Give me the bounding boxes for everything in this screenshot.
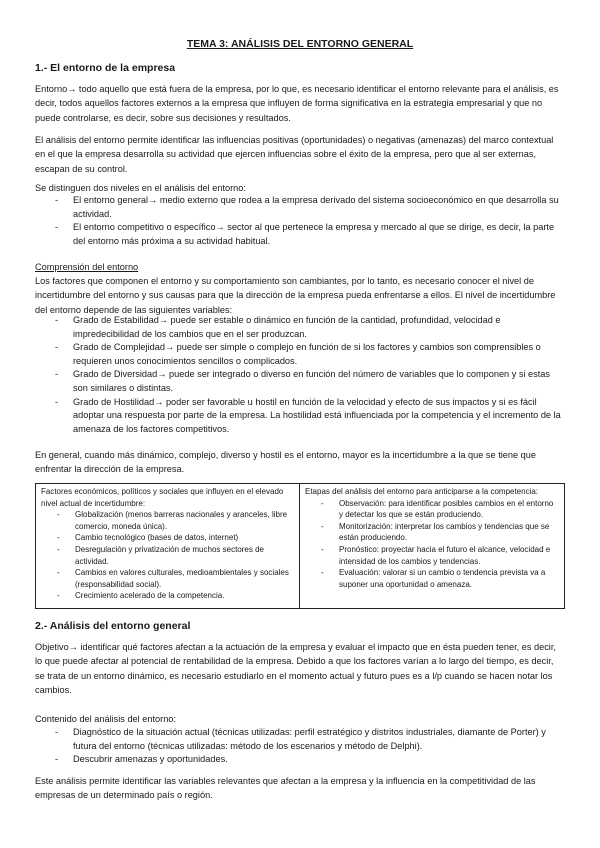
stages-list bbox=[305, 498, 559, 591]
list-item: - Observación: para identificar posibles cambios en el entorno y detectar los que se están produciendo. bbox=[305, 498, 559, 521]
paragraph-general: En general, cuando más dinámico, complejo, diverso y hostil es el entorno, mayor es la incertidumbre a la que se tiene que enfrentar la dirección de la empresa. bbox=[35, 450, 536, 475]
list-item: - Crecimiento acelerado de la competencia. bbox=[41, 590, 294, 602]
paragraph-analisis: El análisis del entorno permite identificar las influencias positivas (oportunidades) o negativas (amenazas) del marco contextual en el que la empresa desarrolla su actividad que ejercen influencias sobre el éxito de la empresa, pero que al ser externas, escapan de su control. bbox=[35, 135, 554, 174]
table-right-header: Etapas del análisis del entorno para anticiparse a la competencia: bbox=[305, 487, 539, 496]
list-item: - Pronóstico: proyectar hacia el futuro el alcance, velocidad e intensidad de los cambios y tendencias. bbox=[305, 544, 559, 567]
section-1-heading: 1.- El entorno de la empresa bbox=[35, 62, 176, 74]
list-item: - El entorno competitivo o específico→ sector al que pertenece la empresa y mercado al que se dirige, es decir, la parte del entorno más próxima a su actividad habitual. bbox=[35, 221, 565, 248]
list-item: - Evaluación: valorar si un cambio o tendencia prevista va a suponer una oportunidad o amenaza. bbox=[305, 567, 559, 590]
paragraph-entorno: Entorno→ todo aquello que está fuera de la empresa, por lo que, es necesario identificar el entorno relevante para el análisis, es decir, todos aquellos factores externos a la empresa que influyen de forma significativa en la estrategia empresarial y que no puede controlarse, es decir, sobre sus decisiones y resultados. bbox=[35, 84, 559, 123]
comprension-heading: Comprensión del entorno bbox=[35, 262, 139, 272]
list-item: - Grado de Estabilidad→ puede ser estable o dinámico en función de la cantidad, profundidad, velocidad e impredecibilidad de los cambios que en el ser produzcan. bbox=[35, 314, 565, 341]
variables-list bbox=[35, 314, 565, 436]
list-item: - Cambio tecnológico (bases de datos, internet) bbox=[41, 532, 294, 544]
list-item: - Globalización (menos barreras nacionales y aranceles, libre comercio, moneda única). bbox=[41, 509, 294, 532]
page-title: TEMA 3: ANÁLISIS DEL ENTORNO GENERAL bbox=[186, 38, 414, 50]
factors-list bbox=[41, 509, 294, 602]
paragraph-niveles: Se distinguen dos niveles en el análisis del entorno: bbox=[35, 183, 246, 193]
list-item: - Desregulación y privatización de muchos sectores de actividad. bbox=[41, 544, 294, 567]
paragraph-conclusion: Este análisis permite identificar las variables relevantes que afectan a la empresa y la influencia en la competitividad de las empresas de un determinado país o región. bbox=[35, 776, 536, 801]
levels-list bbox=[35, 194, 565, 248]
list-item: - Grado de Diversidad→ puede ser integrado o diverso en función del número de variables que lo componen y si estas son similares o distintas. bbox=[35, 368, 565, 395]
list-item: - El entorno general→ medio externo que rodea a la empresa derivado del sistema socioeconómico en que desarrolla su actividad. bbox=[35, 194, 565, 221]
list-item: - Monitorización: interpretar los cambios y tendencias que se están produciendo. bbox=[305, 521, 559, 544]
section-2-heading: 2.- Análisis del entorno general bbox=[35, 620, 191, 632]
contenido-list bbox=[35, 726, 565, 767]
list-item: - Descubrir amenazas y oportunidades. bbox=[35, 753, 565, 767]
table-left-header: Factores económicos, políticos y sociales que influyen en el elevado nivel actual de incertidumbre: bbox=[41, 487, 284, 508]
table-left-column bbox=[36, 484, 300, 608]
paragraph-comprension: Los factores que componen el entorno y su comportamiento son cambiantes, por lo tanto, es necesario conocer el nivel de incertidumbre del entorno y sus causas para que la dirección de la empresa pueda enfrentarse a ellos. El nivel de incertidumbre del entorno depende de las siguientes variables: bbox=[35, 276, 556, 315]
list-item: - Cambios en valores culturales, medioambientales y sociales (responsabilidad social). bbox=[41, 567, 294, 590]
paragraph-objetivo: Objetivo→ identificar qué factores afectan a la actuación de la empresa y evaluar el impacto que en ésta pueden tener, es decir, lo que puede afectar al potencial de rentabilidad de la empresa. Debido a que los factores varían a lo largo del tiempo, es decir, se trata de un entorno dinámico, es necesario estudiarlo en el momento actual y futuro pues es a l/p cuando se hacen notar los cambios. bbox=[35, 642, 556, 695]
factors-table bbox=[35, 483, 565, 609]
list-item: - Diagnóstico de la situación actual (técnicas utilizadas: perfil estratégico y distritos industriales, diamante de Porter) y futura del entorno (técnicas utilizadas: método de los escenarios y método de Delphi). bbox=[35, 726, 565, 753]
table-right-column bbox=[300, 484, 564, 608]
list-item: - Grado de Hostilidad→ poder ser favorable u hostil en función de la velocidad y efecto de sus impactos y si es fácil adoptar una respuesta por parte de la empresa. La hostilidad está influenciada por la competencia y el incremento de la amenaza de los factores competitivos. bbox=[35, 396, 565, 437]
paragraph-contenido: Contenido del análisis del entorno: bbox=[35, 714, 176, 724]
list-item: - Grado de Complejidad→ puede ser simple o complejo en función de si los factores y cambios son comprensibles o requieren unos conocimientos sencillos o complicados. bbox=[35, 341, 565, 368]
